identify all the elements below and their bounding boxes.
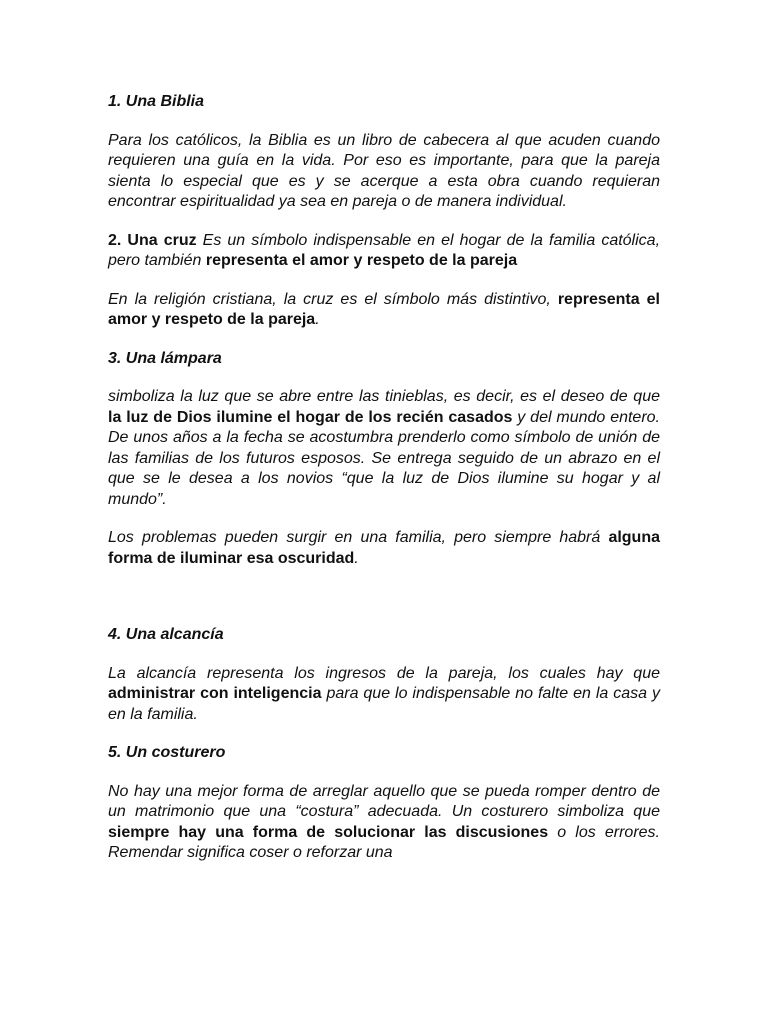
paragraph-alcancia bbox=[108, 664, 660, 726]
paragraph-cruz-2 bbox=[108, 290, 660, 331]
paragraph-costurero bbox=[108, 782, 660, 864]
emphasis-text: representa el amor y respeto de la pareja bbox=[108, 290, 660, 328]
section-heading-biblia: 1. Una Biblia bbox=[108, 93, 205, 110]
text-run: simboliza la luz que se abre entre las tinieblas, es decir, es el deseo de que bbox=[108, 388, 660, 405]
emphasis-text: administrar con inteligencia bbox=[108, 685, 322, 702]
text-run: Los problemas pueden surgir en una familia, pero siempre habrá bbox=[108, 529, 609, 546]
section-heading-lampara: 3. Una lámpara bbox=[108, 349, 222, 367]
text-run: Es un símbolo indispensable en el hogar de la familia católica, pero también bbox=[108, 231, 661, 269]
document-page bbox=[108, 92, 660, 882]
emphasis-text: siempre hay una forma de solucionar las discusiones bbox=[108, 823, 549, 841]
section-heading-alcancia: 4. Una alcancía bbox=[108, 626, 224, 643]
text-run: Para los católicos, la Biblia es un libro de cabecera al que acuden cuando requieren una guía en la vida. Por eso es importante, para que la pareja sienta lo especial que es y se acerque a esta obra cuando requieran encontrar espiritualidad ya sea en pareja o de manera individual. bbox=[108, 131, 660, 210]
text-run: o los errores. Remendar significa coser o reforzar una bbox=[108, 823, 661, 861]
emphasis-text: la luz de Dios ilumine el hogar de los recién casados bbox=[108, 408, 513, 426]
text-run: para que lo indispensable no falte en la casa y en la familia. bbox=[108, 685, 661, 723]
paragraph-cruz-1 bbox=[108, 231, 660, 272]
paragraph-lampara-1 bbox=[108, 387, 660, 510]
paragraph-biblia bbox=[108, 131, 660, 213]
emphasis-text: representa el amor y respeto de la pareja bbox=[205, 252, 518, 269]
text-run: y del mundo entero. De unos años a la fecha se acostumbra prenderlo como símbolo de unión de las familias de los futuros esposos. Se entrega seguido de un abrazo en el que se le desea a los novios “que la luz de Dios ilumine su hogar y al mundo”. bbox=[108, 408, 661, 508]
text-run: . bbox=[315, 311, 320, 328]
text-run: No hay una mejor forma de arreglar aquello que se pueda romper dentro de un matrimonio que una “costura” adecuada. Un costurero simboliza que bbox=[108, 782, 660, 820]
text-run: La alcancía representa los ingresos de la pareja, los cuales hay que bbox=[108, 664, 660, 682]
text-run: . bbox=[354, 549, 359, 567]
section-heading-costurero: 5. Un costurero bbox=[108, 744, 226, 761]
paragraph-lampara-2 bbox=[108, 528, 660, 569]
text-run: En la religión cristiana, la cruz es el símbolo más distintivo, bbox=[108, 290, 558, 308]
section-heading-cruz: 2. Una cruz bbox=[108, 231, 197, 249]
emphasis-text: alguna forma de iluminar esa oscuridad bbox=[108, 529, 660, 567]
blank-space bbox=[108, 587, 660, 625]
